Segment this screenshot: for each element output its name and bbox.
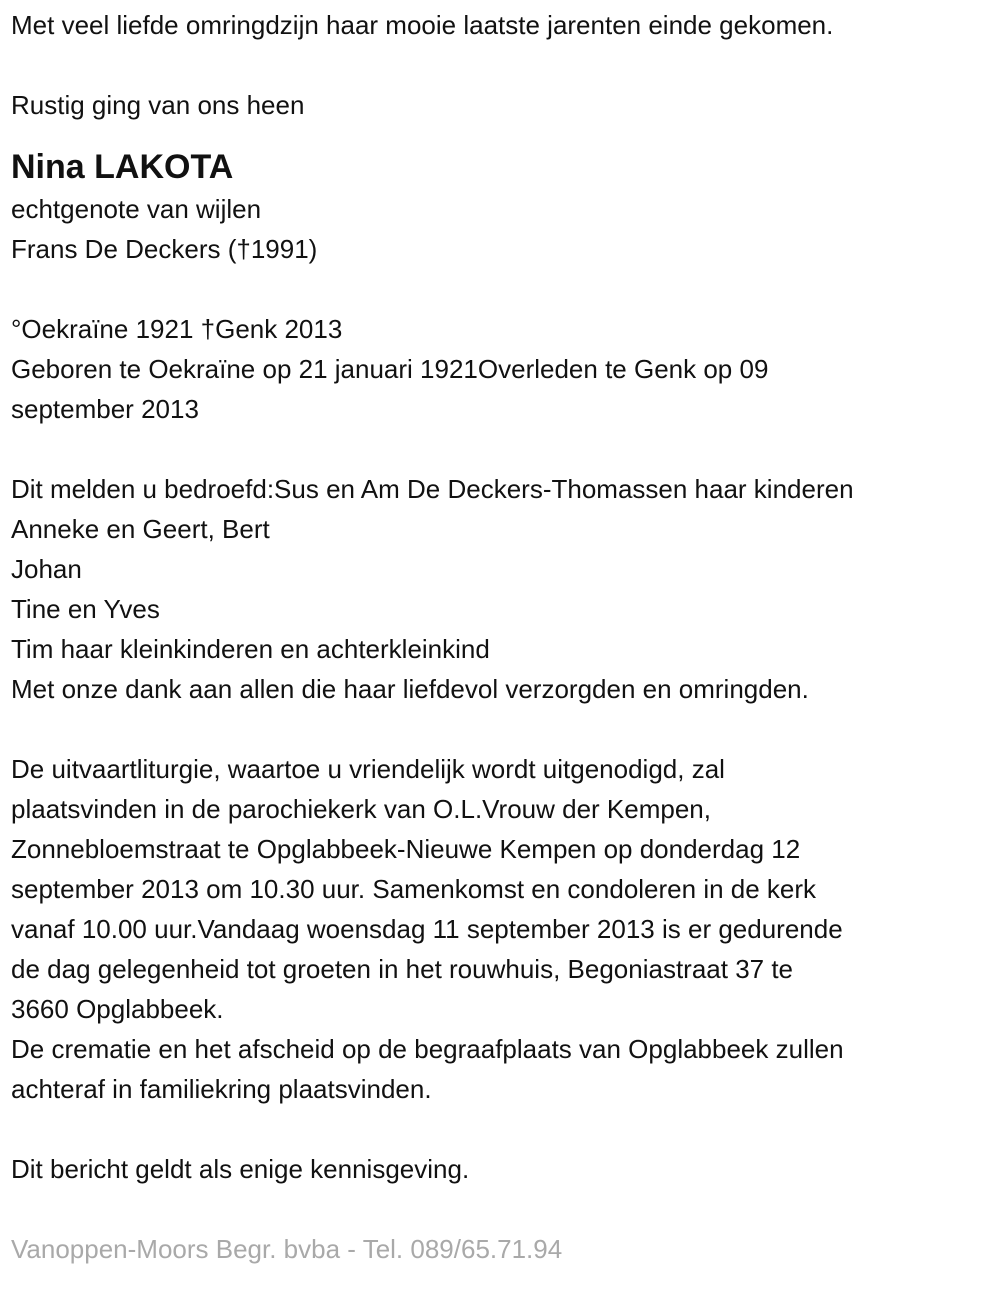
birth-death-detail: Geboren te Oekraïne op 21 januari 1921Overleden te Genk op 09: [11, 354, 769, 384]
funeral-line: De uitvaartliturgie, waartoe u vriendelijk wordt uitgenodigd, zal: [11, 754, 725, 784]
deceased-name: Nina LAKOTA: [11, 148, 234, 186]
funeral-line: de dag gelegenheid tot groeten in het rouwhuis, Begoniastraat 37 te: [11, 954, 794, 984]
obituary-notice: [11, 5, 854, 1269]
funeral-line: 3660 Opglabbeek.: [11, 994, 224, 1024]
birth-death-detail: september 2013: [11, 394, 199, 424]
family-line: Tine en Yves: [11, 594, 160, 624]
intro-text: Met veel liefde omringdzijn haar mooie laatste jarenten einde gekomen.: [11, 10, 834, 40]
spouse-line: echtgenote van wijlen: [11, 194, 262, 224]
family-line: Tim haar kleinkinderen en achterkleinkind: [11, 634, 490, 664]
notice-text: Dit bericht geldt als enige kennisgeving.: [11, 1154, 470, 1184]
family-line: Dit melden u bedroefd:Sus en Am De Deckers-Thomassen haar kinderen: [11, 474, 854, 504]
funeral-home-footer: Vanoppen-Moors Begr. bvba - Tel. 089/65.71.94: [11, 1234, 563, 1264]
funeral-line: vanaf 10.00 uur.Vandaag woensdag 11 september 2013 is er gedurende: [11, 914, 843, 944]
funeral-line: september 2013 om 10.30 uur. Samenkomst en condoleren in de kerk: [11, 874, 817, 904]
family-line: Anneke en Geert, Bert: [11, 514, 270, 544]
family-line: Johan: [11, 554, 82, 584]
birth-death-summary: °Oekraïne 1921 †Genk 2013: [11, 314, 343, 344]
funeral-line: plaatsvinden in de parochiekerk van O.L.Vrouw der Kempen,: [11, 794, 711, 824]
funeral-section: [11, 749, 854, 1109]
funeral-line: achteraf in familiekring plaatsvinden.: [11, 1074, 432, 1104]
spouse-name: Frans De Deckers (†1991): [11, 234, 318, 264]
family-line: Met onze dank aan allen die haar liefdevol verzorgden en omringden.: [11, 674, 809, 704]
passed-away-text: Rustig ging van ons heen: [11, 90, 305, 120]
funeral-line: De crematie en het afscheid op de begraafplaats van Opglabbeek zullen: [11, 1034, 844, 1064]
family-section: [11, 469, 854, 709]
funeral-line: Zonnebloemstraat te Opglabbeek-Nieuwe Kempen op donderdag 12: [11, 834, 801, 864]
